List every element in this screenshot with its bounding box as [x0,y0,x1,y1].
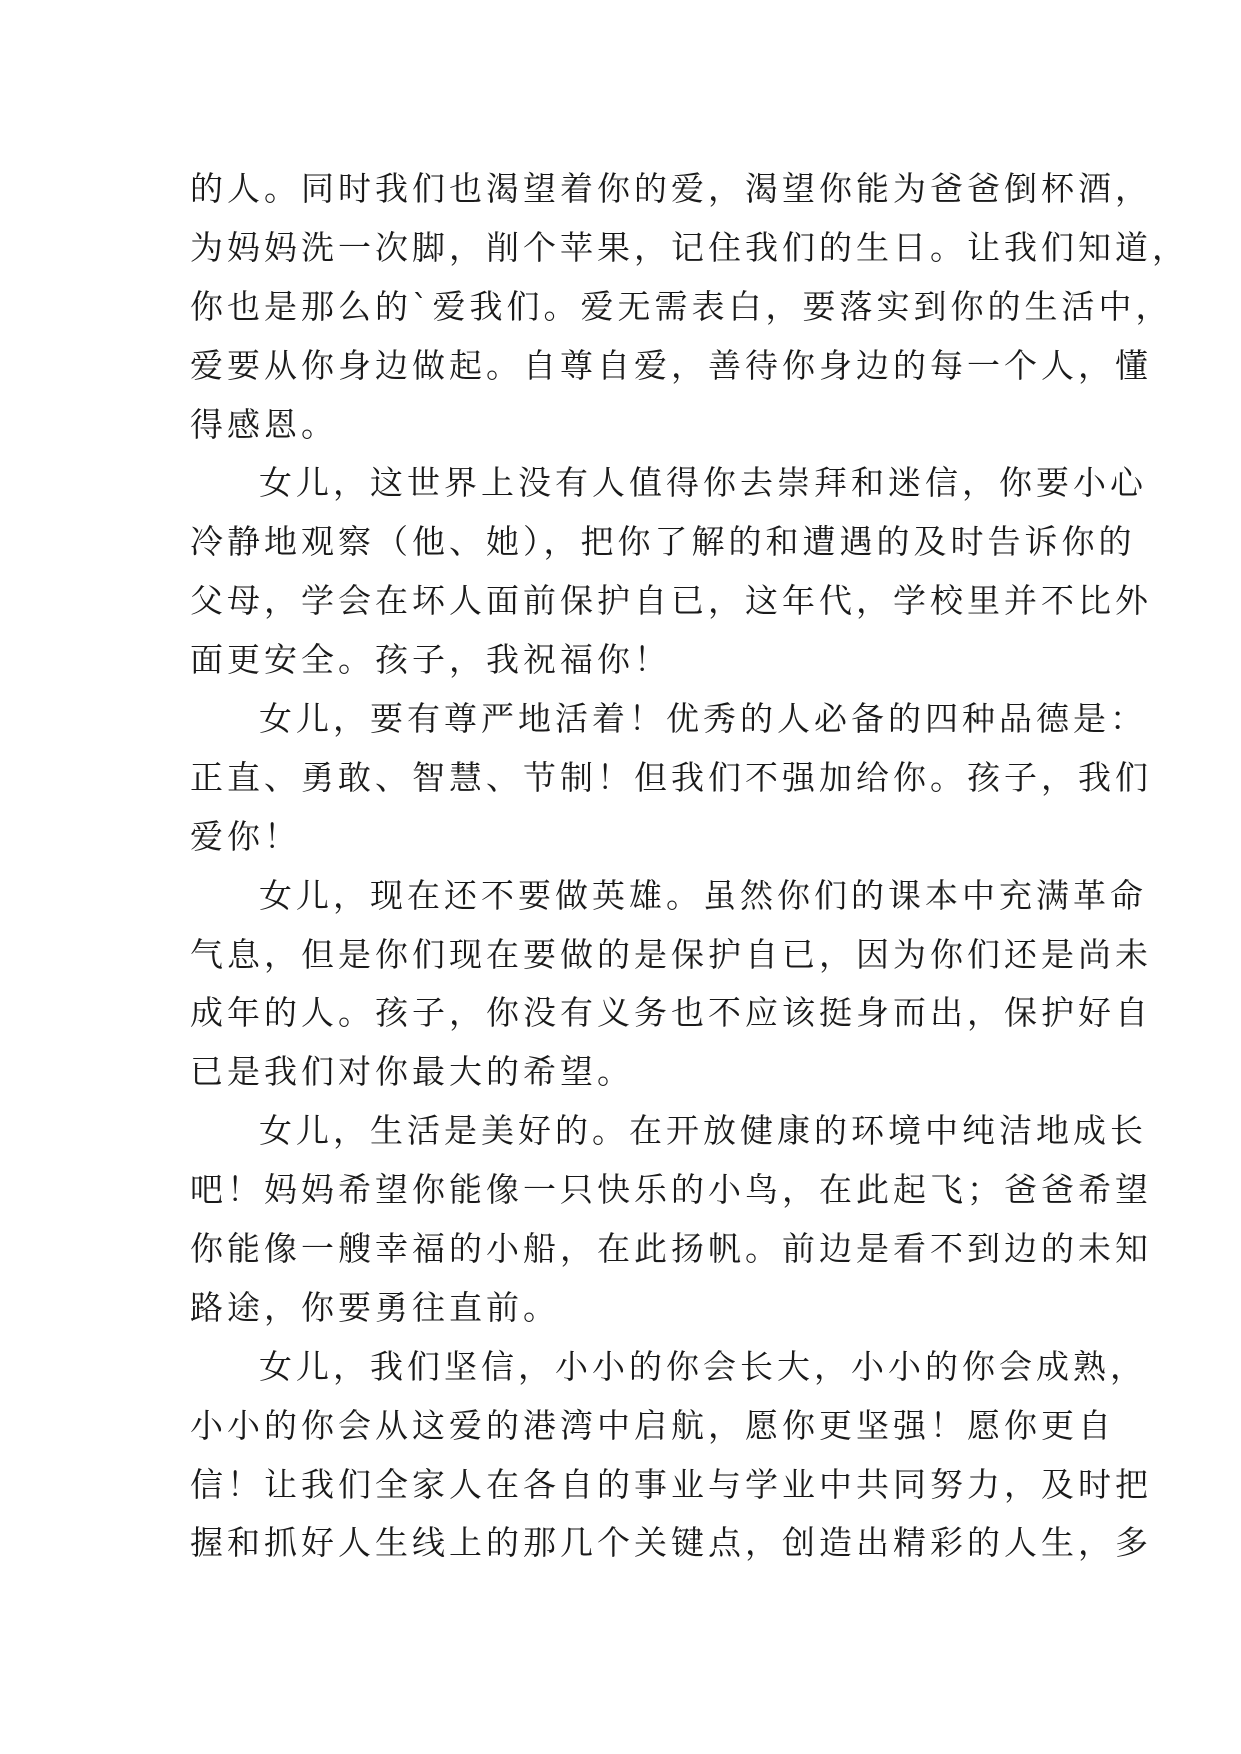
text-line: 成年的人。孩子，你没有义务也不应该挺身而出，保护好自 [190,993,1152,1033]
text-line: 父母，学会在坏人面前保护自已，这年代，学校里并不比外 [190,581,1152,621]
text-line: 吧！妈妈希望你能像一只快乐的小鸟，在此起飞；爸爸希望 [190,1170,1152,1210]
paragraph-first-line: 女儿，要有尊严地活着！优秀的人必备的四种品德是： [259,699,1147,739]
text-line: 面更安全。孩子，我祝福你！ [190,640,671,680]
text-line: 路途，你要勇往直前。 [190,1287,560,1327]
text-line: 爱你！ [190,816,301,856]
text-line: 冷静地观察（他、她），把你了解的和遭遇的及时告诉你的 [190,522,1136,562]
document-body [190,160,1189,1573]
text-line: 信！让我们全家人在各自的事业与学业中共同努力，及时把 [190,1464,1152,1504]
paragraph-first-line: 女儿，现在还不要做英雄。虽然你们的课本中充满革命 [259,875,1147,915]
paragraph-first-line: 女儿，我们坚信，小小的你会长大，小小的你会成熟， [259,1346,1147,1386]
text-line: 你也是那么的`爱我们。爱无需表白，要落实到你的生活中， [190,286,1173,326]
text-line: 你能像一艘幸福的小船，在此扬帆。前边是看不到边的未知 [190,1229,1152,1269]
text-line: 气息，但是你们现在要做的是保护自已，因为你们还是尚未 [190,934,1152,974]
text-line: 已是我们对你最大的希望。 [190,1052,634,1092]
text-line: 为妈妈洗一次脚，削个苹果，记住我们的生日。让我们知道， [190,227,1189,267]
text-line: 小小的你会从这爱的港湾中启航，愿你更坚强！愿你更自 [190,1405,1115,1445]
text-line: 握和抓好人生线上的那几个关键点，创造出精彩的人生，多 [190,1523,1152,1563]
paragraph-first-line: 女儿，生活是美好的。在开放健康的环境中纯洁地成长 [259,1111,1147,1151]
text-line: 爱要从你身边做起。自尊自爱，善待你身边的每一个人，懂 [190,345,1152,385]
text-line: 的人。同时我们也渴望着你的爱，渴望你能为爸爸倒杯酒， [190,169,1152,208]
paragraph-first-line: 女儿，这世界上没有人值得你去崇拜和迷信，你要小心 [259,463,1147,503]
text-line: 得感恩。 [190,404,338,444]
text-line: 正直、勇敢、智慧、节制！但我们不强加给你。孩子，我们 [190,757,1152,797]
